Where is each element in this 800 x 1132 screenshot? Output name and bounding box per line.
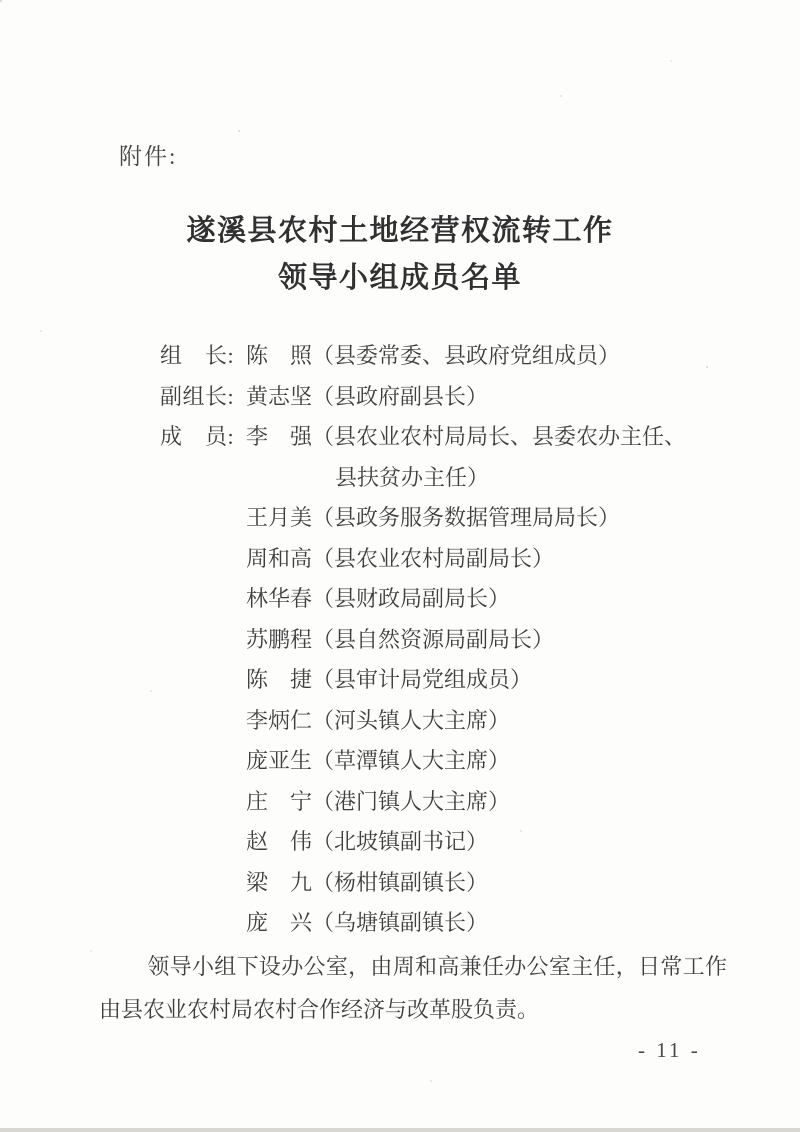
- member-text: 庄 宁（港门镇人大主席）: [246, 788, 511, 814]
- title-line-1: 遂溪县农村土地经营权流转工作: [186, 215, 614, 247]
- roster-row-member: [160, 660, 686, 701]
- roster-row-member: [160, 498, 686, 539]
- member-text: 周和高（县农业农村局副局长）: [246, 545, 555, 571]
- roster-row-deputy-leader: [160, 377, 686, 418]
- roster-row-member: [160, 539, 686, 580]
- member-text: 李 强（县农业农村局局长、县委农办主任、: [246, 424, 687, 449]
- roster-row-member: [160, 417, 686, 458]
- page-number: - 11 -: [638, 1038, 701, 1062]
- roster-row-member: [160, 579, 686, 620]
- role-label: 组 长:: [160, 343, 235, 368]
- role-label: 副组长:: [160, 383, 235, 409]
- title-line-2: 领导小组成员名单: [277, 262, 522, 294]
- roster-row-member: [160, 863, 686, 904]
- member-text: 黄志坚（县政府副县长）: [246, 383, 489, 409]
- member-text: 苏鹏程（县自然资源局副局长）: [246, 626, 555, 652]
- member-text: 林华春（县财政局副局长）: [246, 586, 511, 611]
- member-text: 李炳仁（河头镇人大主席）: [246, 707, 511, 733]
- member-text: 县扶贫办主任）: [335, 464, 490, 490]
- member-text: 陈 照（县委常委、县政府党组成员）: [246, 343, 621, 368]
- roster-row-member: [160, 822, 686, 863]
- document-title: [0, 208, 800, 302]
- role-label: 成 员:: [160, 424, 235, 449]
- bottom-scan-edge: [0, 1128, 800, 1132]
- roster-row-member: [160, 782, 686, 823]
- roster-row-continuation: [160, 458, 686, 499]
- member-text: 赵 伟（北坡镇副书记）: [246, 829, 489, 854]
- attachment-label: 附件:: [119, 144, 178, 169]
- member-roster: [160, 336, 686, 944]
- roster-row-leader: [160, 336, 686, 377]
- member-text: 王月美（县政务服务数据管理局局长）: [246, 505, 621, 530]
- member-text: 梁 九（杨柑镇副镇长）: [246, 869, 489, 895]
- closing-paragraph: 领导小组下设办公室，由周和高兼任办公室主任，日常工作由县农业农村局农村合作经济与改革股负责。: [99, 954, 727, 1022]
- scan-noise-speckles: [0, 0, 2, 2]
- roster-row-member: [160, 903, 686, 944]
- member-text: 庞亚生（草潭镇人大主席）: [246, 748, 511, 773]
- member-text: 庞 兴（乌塘镇副镇长）: [246, 910, 489, 935]
- roster-row-member: [160, 701, 686, 742]
- roster-row-member: [160, 741, 686, 782]
- roster-row-member: [160, 620, 686, 661]
- member-text: 陈 捷（县审计局党组成员）: [246, 667, 533, 692]
